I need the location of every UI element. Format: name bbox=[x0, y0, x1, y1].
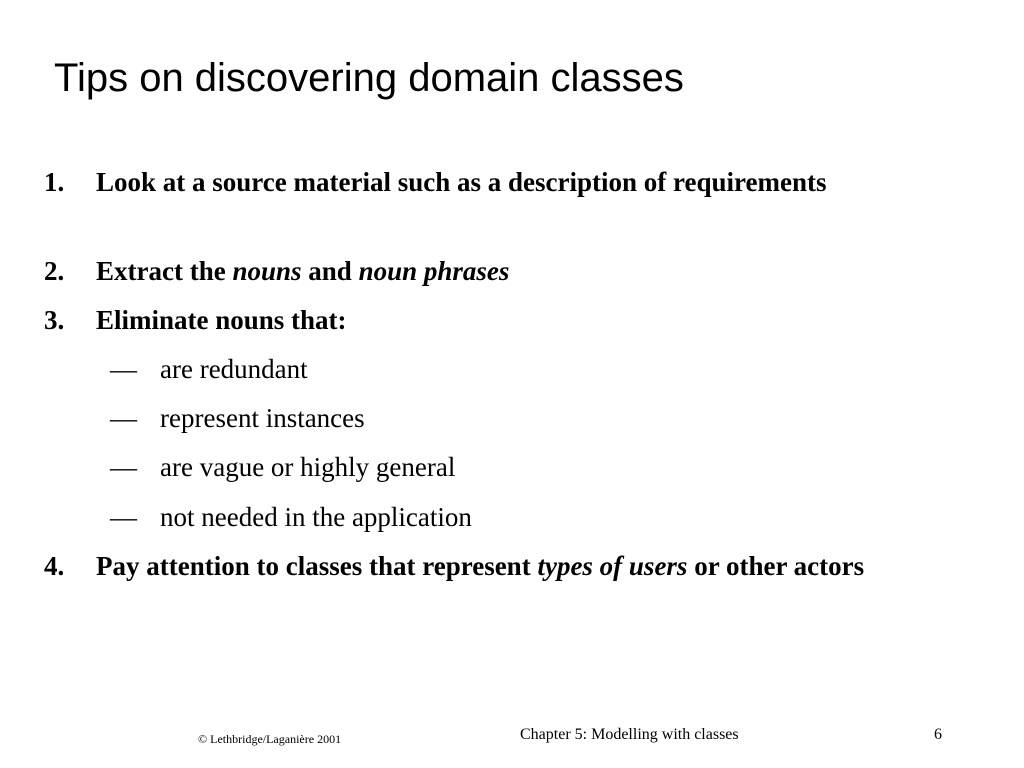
list-item-text: Eliminate nouns that: bbox=[96, 305, 347, 335]
list-item-text-part: or other actors bbox=[687, 551, 865, 581]
list-item-text bbox=[96, 252, 870, 291]
list-item-text: Look at a source material such as a description of requirements bbox=[96, 167, 827, 197]
list-item-number: 4. bbox=[44, 551, 65, 581]
list-item-3 bbox=[44, 301, 870, 340]
list-item-2 bbox=[44, 252, 870, 291]
footer-chapter: Chapter 5: Modelling with classes bbox=[520, 726, 739, 743]
list-item-number: 1. bbox=[44, 167, 65, 197]
list-item-text bbox=[96, 547, 870, 586]
sub-item-text: are redundant bbox=[160, 354, 308, 384]
emphasis-types-of-users: types of users bbox=[537, 551, 688, 581]
list-item-number: 3. bbox=[44, 305, 65, 335]
list-item-1 bbox=[44, 163, 870, 202]
sub-item-text: are vague or highly general bbox=[160, 452, 456, 482]
sub-item-text: not needed in the application bbox=[160, 502, 472, 532]
footer-copyright: © Lethbridge/Laganière 2001 bbox=[198, 732, 342, 746]
list-item-number: 2. bbox=[44, 256, 65, 286]
sub-item bbox=[110, 448, 455, 487]
em-dash-bullet: — bbox=[110, 403, 137, 433]
emphasis-noun-phrases: noun phrases bbox=[358, 256, 510, 286]
sub-item bbox=[110, 350, 308, 389]
list-item-text-part: and bbox=[301, 256, 359, 286]
list-item-text-part: Pay attention to classes that represent bbox=[96, 551, 538, 581]
emphasis-nouns: nouns bbox=[232, 256, 302, 286]
em-dash-bullet: — bbox=[110, 354, 137, 384]
sub-item bbox=[110, 399, 365, 438]
list-item-text-part: Extract the bbox=[96, 256, 233, 286]
list-item-4 bbox=[44, 547, 870, 586]
sub-item-text: represent instances bbox=[160, 403, 365, 433]
em-dash-bullet: — bbox=[110, 452, 137, 482]
sub-item bbox=[110, 498, 472, 537]
slide-title: Tips on discovering domain classes bbox=[54, 56, 684, 100]
em-dash-bullet: — bbox=[110, 502, 137, 532]
footer-page-number: 6 bbox=[934, 726, 942, 743]
